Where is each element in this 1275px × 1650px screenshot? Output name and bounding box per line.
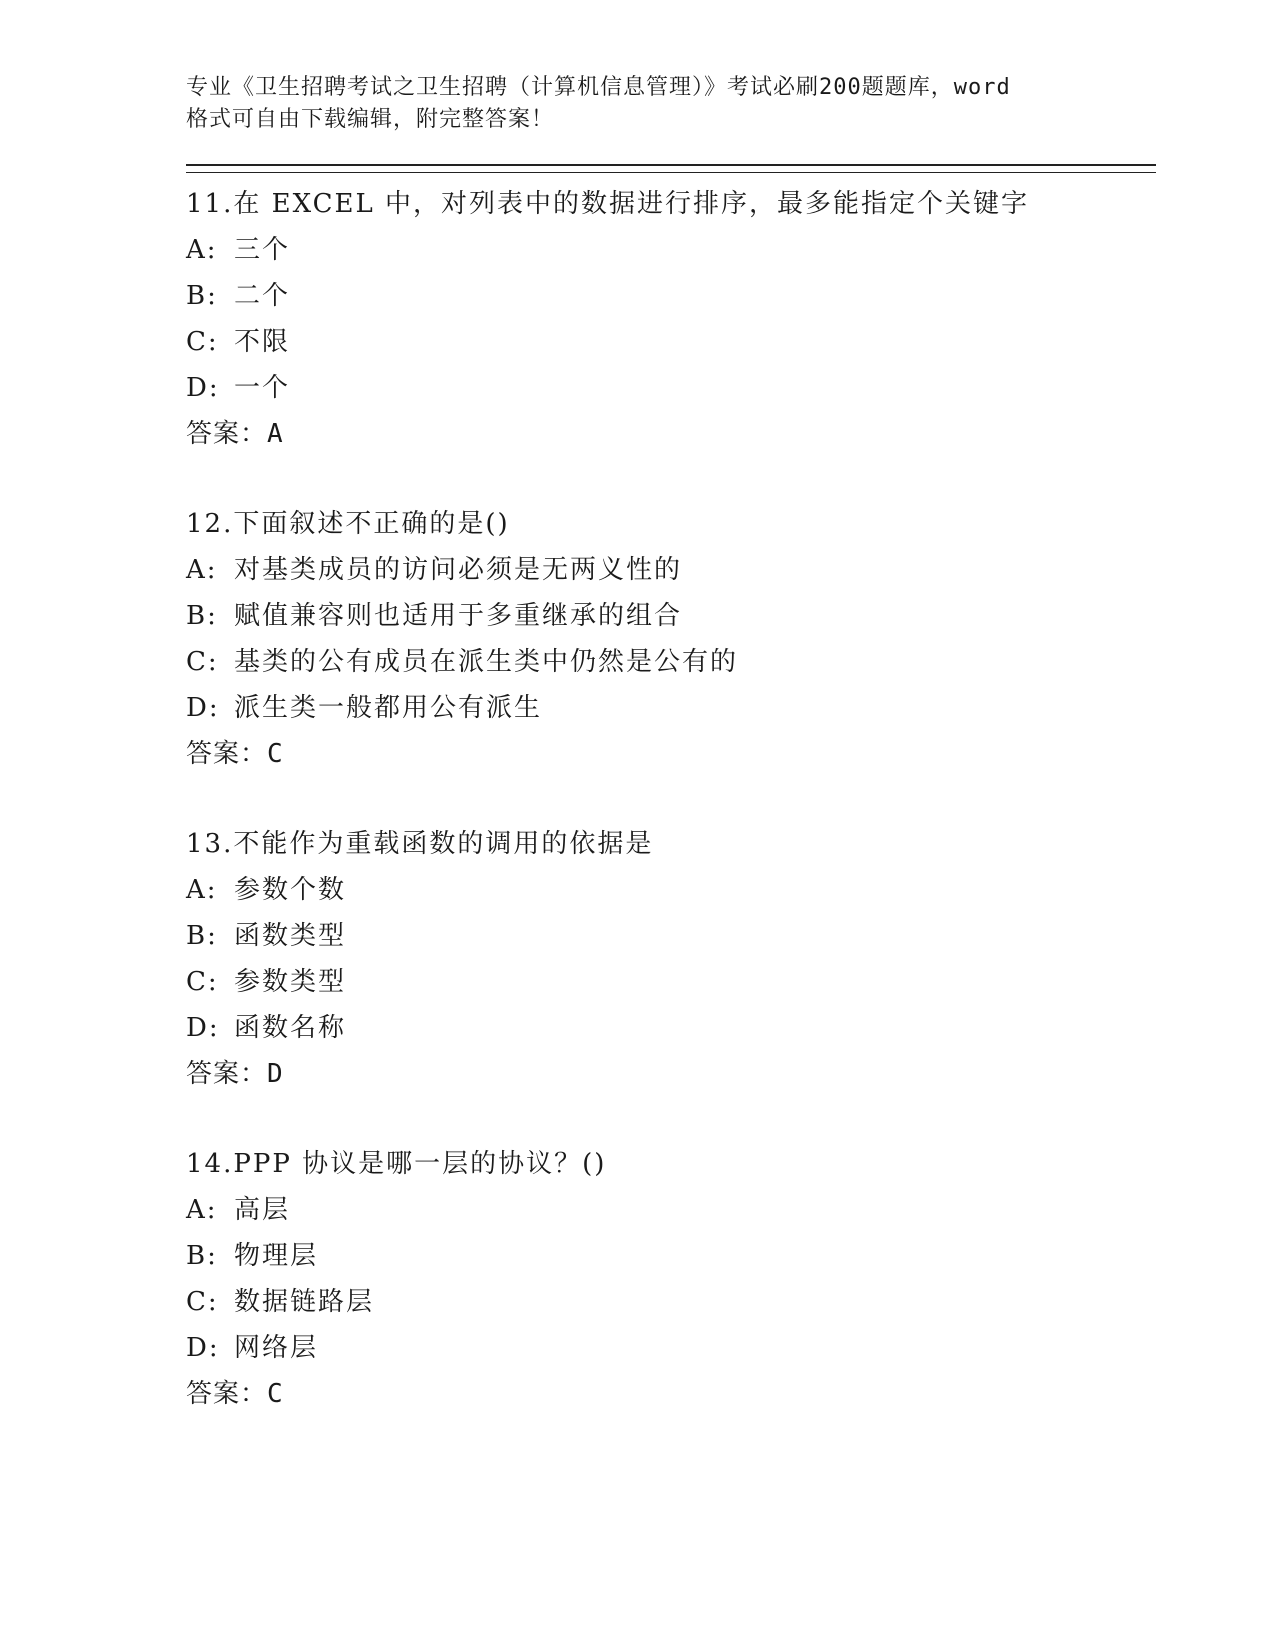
option-b [186, 1233, 1156, 1279]
answer-line: 答案：C [186, 739, 284, 769]
option-key: B: [186, 1241, 218, 1271]
question-title: 12.下面叙述不正确的是() [186, 509, 510, 539]
option-key: D: [186, 693, 220, 723]
option-key: A: [186, 555, 218, 585]
option-a [186, 1187, 1156, 1233]
option-text: 一个 [234, 373, 291, 403]
option-key: B: [186, 601, 218, 631]
question-block [186, 1141, 1156, 1417]
option-text: 高层 [234, 1195, 291, 1225]
option-a [186, 867, 1156, 913]
option-c [186, 639, 1156, 685]
option-key: B: [186, 921, 218, 951]
option-text: 参数个数 [234, 875, 347, 905]
option-key: C: [186, 647, 219, 677]
header-line-1: 专业《卫生招聘考试之卫生招聘（计算机信息管理）》考试必刷200题题库，word [186, 75, 1011, 100]
option-a [186, 547, 1156, 593]
option-key: C: [186, 967, 219, 997]
option-text: 不限 [234, 327, 291, 357]
option-c [186, 319, 1156, 365]
option-text: 数据链路层 [234, 1287, 375, 1317]
answer-line: 答案：A [186, 419, 284, 449]
option-text: 函数名称 [234, 1013, 347, 1043]
option-d [186, 685, 1156, 731]
option-text: 函数类型 [234, 921, 347, 951]
answer-line: 答案：C [186, 1379, 284, 1409]
option-d [186, 365, 1156, 411]
option-text: 物理层 [234, 1241, 319, 1271]
option-d [186, 1005, 1156, 1051]
option-c [186, 959, 1156, 1005]
question-block [186, 181, 1156, 457]
option-key: A: [186, 875, 218, 905]
question-title: 13.不能作为重载函数的调用的依据是 [186, 829, 654, 859]
option-text: 派生类一般都用公有派生 [234, 693, 543, 723]
option-key: D: [186, 1333, 220, 1363]
document-page [186, 72, 1156, 1417]
document-header [186, 72, 1156, 136]
option-key: C: [186, 1287, 219, 1317]
option-text: 基类的公有成员在派生类中仍然是公有的 [234, 647, 739, 677]
option-text: 三个 [234, 235, 291, 265]
header-divider [186, 164, 1156, 173]
option-key: B: [186, 281, 218, 311]
question-block [186, 821, 1156, 1097]
question-title: 14.PPP 协议是哪一层的协议？() [186, 1149, 607, 1179]
option-text: 二个 [234, 281, 291, 311]
option-key: A: [186, 1195, 218, 1225]
option-a [186, 227, 1156, 273]
option-key: D: [186, 1013, 220, 1043]
option-c [186, 1279, 1156, 1325]
option-key: D: [186, 373, 220, 403]
option-text: 参数类型 [234, 967, 347, 997]
option-b [186, 593, 1156, 639]
option-b [186, 273, 1156, 319]
header-line-2: 格式可自由下载编辑，附完整答案！ [186, 107, 555, 132]
option-text: 赋值兼容则也适用于多重继承的组合 [234, 601, 683, 631]
option-key: C: [186, 327, 219, 357]
option-key: A: [186, 235, 218, 265]
option-d [186, 1325, 1156, 1371]
option-text: 对基类成员的访问必须是无两义性的 [234, 555, 683, 585]
option-text: 网络层 [234, 1333, 319, 1363]
question-title: 11.在 EXCEL 中，对列表中的数据进行排序，最多能指定个关键字 [186, 189, 1030, 219]
option-b [186, 913, 1156, 959]
answer-line: 答案：D [186, 1059, 284, 1089]
question-block [186, 501, 1156, 777]
